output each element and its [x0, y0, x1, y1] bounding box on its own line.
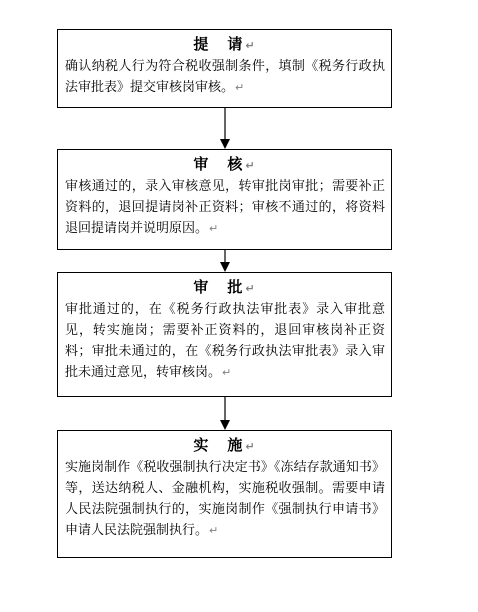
- paragraph-mark-icon: ↵: [245, 440, 257, 453]
- step-title-request: [65, 34, 385, 56]
- paragraph-mark-icon: ↵: [245, 39, 257, 52]
- step-text: 实施岗制作《税收强制执行决定书》《冻结存款通知书》等，送达纳税人、金融机构，实施税收强制。需要申请人民法院强制执行的，实施岗制作《强制执行申请书》申请人民法院强制执行。: [65, 460, 385, 538]
- step-text: 审核通过的，录入审核意见，转审批岗审批；需要补正资料的，退回提请岗补正资料；审核不通过的，将资料退回提请岗并说明原因。: [65, 179, 385, 236]
- step-text: 确认纳税人行为符合税收强制条件，填制《税务行政执法审批表》提交审核岗审核。: [65, 59, 385, 95]
- step-box-review: [57, 149, 392, 250]
- step-box-approve: [57, 272, 392, 397]
- step-title-review: [65, 154, 385, 176]
- step-text-approve: [65, 299, 385, 383]
- step-title-text: 提 请: [193, 35, 245, 53]
- paragraph-mark-icon: ↵: [245, 159, 257, 172]
- step-title-text: 审 批: [193, 278, 245, 296]
- step-text: 审批通过的，在《税务行政执法审批表》录入审批意见，转实施岗；需要补正资料的，退回审核岗补正资料；审批未通过的，在《税务行政执法审批表》录入审批未通过意见，转审核岗。: [65, 302, 385, 380]
- step-text-implement: [65, 457, 385, 541]
- paragraph-mark-icon: ↵: [222, 366, 232, 379]
- step-title-implement: [65, 435, 385, 457]
- paragraph-mark-icon: ↵: [209, 524, 219, 537]
- step-title-approve: [65, 277, 385, 299]
- step-text-request: [65, 56, 385, 98]
- arrow-down-icon: [219, 397, 231, 430]
- step-box-implement: [57, 430, 392, 558]
- paragraph-mark-icon: ↵: [245, 282, 257, 295]
- step-title-text: 审 核: [193, 155, 245, 173]
- step-title-text: 实 施: [193, 436, 245, 454]
- step-box-request: [57, 29, 392, 108]
- step-text-review: [65, 176, 385, 239]
- paragraph-mark-icon: ↵: [209, 222, 219, 235]
- paragraph-mark-icon: ↵: [235, 81, 245, 94]
- arrow-down-icon: [219, 108, 231, 149]
- arrow-down-icon: [219, 250, 231, 272]
